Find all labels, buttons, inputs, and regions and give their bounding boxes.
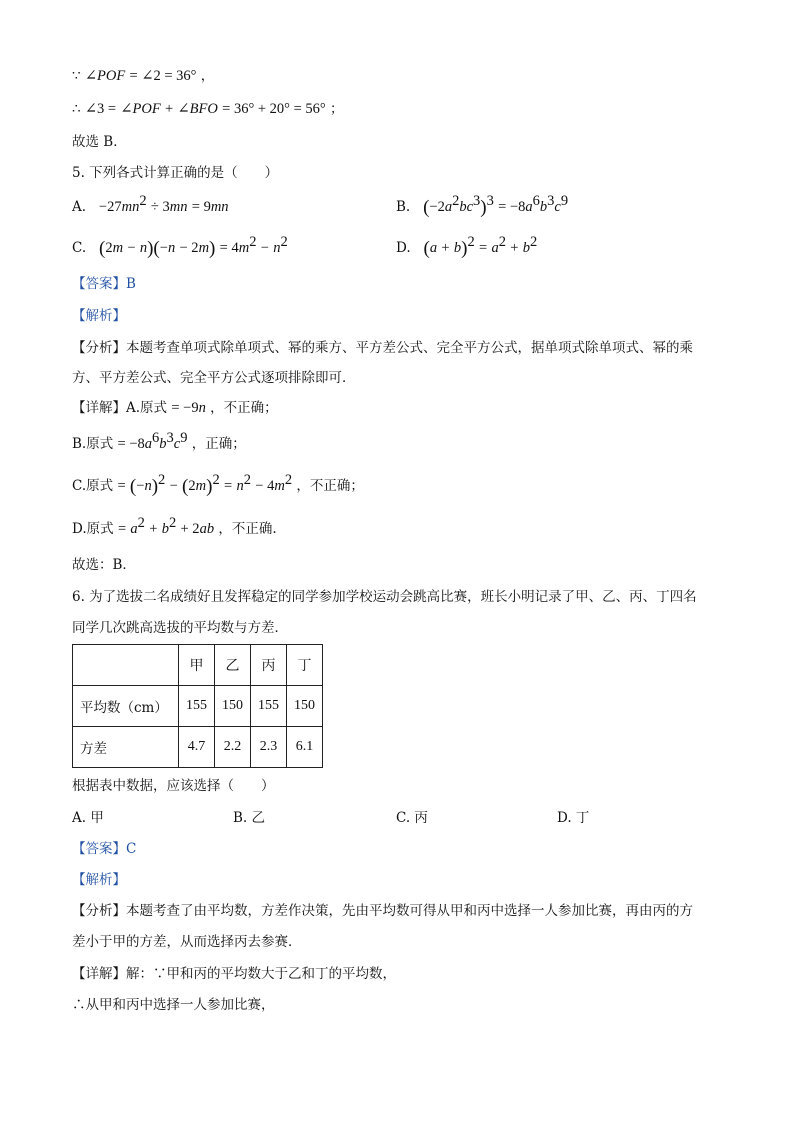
prev-line-2: ∴ ∠3 = ∠POF + ∠BFO = 36° + 20° = 56° ； bbox=[72, 101, 344, 117]
table-cell: 2.3 bbox=[251, 727, 287, 768]
table-cell: 6.1 bbox=[287, 727, 323, 768]
prev-line-1-math: ∵ ∠POF = ∠2 = 36° ， bbox=[72, 68, 215, 84]
q6-option-d: D. 丁 bbox=[557, 810, 590, 826]
table-header-cell: 丁 bbox=[287, 645, 323, 686]
table-row-label: 方差 bbox=[73, 727, 179, 768]
q6-analysis-line-1: 【分析】本题考查了由平均数，方差作决策，先由平均数可得从甲和丙中选择一人参加比赛，再由丙的方 bbox=[72, 903, 693, 919]
prev-conclusion: 故选 B． bbox=[72, 134, 127, 150]
table-cell: 150 bbox=[215, 686, 251, 727]
q6-option-a: A. 甲 bbox=[72, 810, 104, 826]
q6-answer: 【答案】C bbox=[72, 841, 137, 857]
table-header-cell: 甲 bbox=[179, 645, 215, 686]
q6-detail-line-1: 【详解】解：∵甲和丙的平均数大于乙和丁的平均数， bbox=[72, 966, 396, 982]
q5-option-d: D. $(a + b)^2 = a^2 + b^2$ bbox=[396, 234, 538, 259]
table-row bbox=[73, 686, 323, 727]
q5-option-a: A. $-27mn^2 \div 3mn = 9mn$ bbox=[72, 193, 229, 215]
q5-option-c: C. $(2m - n)(-n - 2m) = 4m^2 - n^2$ bbox=[72, 234, 288, 259]
q6-stem-line-2: 同学几次跳高选拔的平均数与方差． bbox=[72, 620, 288, 636]
q5-analysis-line-1: 【分析】本题考查单项式除单项式、幂的乘方、平方差公式、完全平方公式，据单项式除单项式、幂的乘 bbox=[72, 340, 693, 356]
q5-conclusion: 故选：B． bbox=[72, 557, 136, 573]
table-header-cell: 丙 bbox=[251, 645, 287, 686]
table-cell: 4.7 bbox=[179, 727, 215, 768]
q5-detail-b: B.原式 = $-8a^6b^3c^9$ ，正确； bbox=[72, 430, 246, 452]
q5-answer bbox=[72, 274, 136, 294]
q5-detail-d: D.原式 = $a^2 + b^2 + 2ab$ ，不正确. bbox=[72, 515, 277, 537]
q5-analysis-line-2: 方、平方差公式、完全平方公式逐项排除即可． bbox=[72, 370, 356, 386]
q5-analysis-header: 【解析】 bbox=[72, 308, 126, 324]
table-corner-cell bbox=[73, 645, 179, 686]
q5-answer-text: 【答案】B bbox=[72, 276, 136, 292]
q5-stem: 5. 下列各式计算正确的是（ ） bbox=[72, 165, 279, 181]
prev-line-1 bbox=[72, 66, 214, 86]
q6-option-c: C. 丙 bbox=[396, 810, 428, 826]
table-header-cell: 乙 bbox=[215, 645, 251, 686]
scores-table bbox=[72, 644, 323, 768]
table-row-label: 平均数（cm） bbox=[73, 686, 179, 727]
q6-analysis-line-2: 差小于甲的方差，从而选择丙去参赛． bbox=[72, 934, 302, 950]
table-cell: 2.2 bbox=[215, 727, 251, 768]
q5-detail-c: C.原式 = $(-n)^2 - (2m)^2 = n^2 - 4m^2$ ，不正确； bbox=[72, 472, 364, 497]
q6-question: 根据表中数据，应该选择（ ） bbox=[72, 778, 275, 794]
q5-option-b: B. $(-2a^2bc^3)^3 = -8a^6b^3c^9$ bbox=[396, 193, 569, 218]
q6-stem-line-1: 6. 为了选拔二名成绩好且发挥稳定的同学参加学校运动会跳高比赛，班长小明记录了甲、乙、丙、丁四名 bbox=[72, 589, 697, 605]
q6-analysis-header: 【解析】 bbox=[72, 872, 126, 888]
table-cell: 155 bbox=[179, 686, 215, 727]
table-cell: 150 bbox=[287, 686, 323, 727]
table-row bbox=[73, 727, 323, 768]
table-header-row bbox=[73, 645, 323, 686]
table-cell: 155 bbox=[251, 686, 287, 727]
q5-detail-a: 【详解】A.原式 = −9n ，不正确； bbox=[72, 400, 278, 416]
q6-option-b: B. 乙 bbox=[233, 810, 266, 826]
q6-detail-line-2: ∴从甲和丙中选择一人参加比赛， bbox=[72, 997, 275, 1013]
